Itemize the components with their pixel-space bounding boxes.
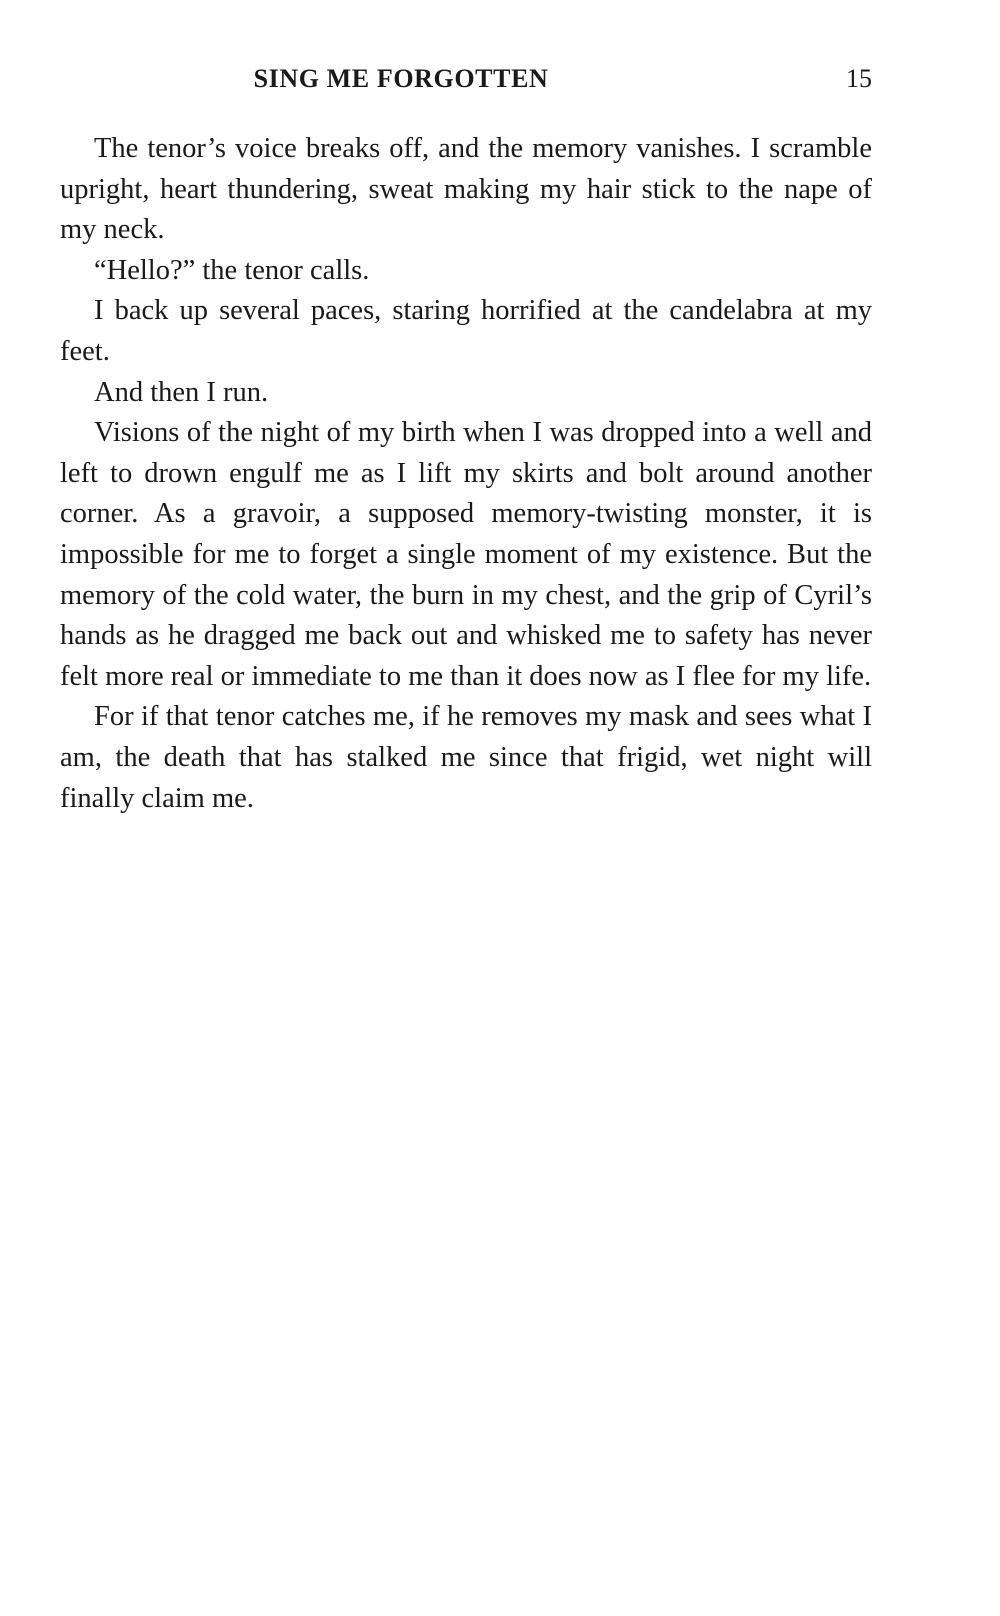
running-head (60, 64, 872, 98)
paragraph: I back up several paces, staring horrified at the candelabra at my feet. (60, 295, 872, 367)
running-title: SING ME FORGOTTEN (253, 64, 549, 93)
paragraph: The tenor’s voice breaks off, and the memory vanishes. I scramble upright, heart thundering, sweat making my hair stick to the nape of my neck. (60, 133, 872, 246)
paragraph: “Hello?” the tenor calls. (94, 254, 370, 286)
paragraph: For if that tenor catches me, if he removes my mask and sees what I am, the death that has stalked me since that frigid, wet night will finally claim me. (60, 701, 872, 814)
paragraph: And then I run. (94, 376, 269, 408)
page-number: 15 (846, 64, 872, 93)
body-text (60, 129, 872, 819)
paragraph: Visions of the night of my birth when I was dropped into a well and left to drown engulf me as I lift my skirts and bolt around another corner. As a gravoir, a supposed memory-twisting monster, it is impossible for me to forget a single moment of my existence. But the memory of the cold water, the burn in my chest, and the grip of Cyril’s hands as he dragged me back out and whisked me to safety has never felt more real or immediate to me than it does now as I flee for my life. (60, 417, 872, 692)
